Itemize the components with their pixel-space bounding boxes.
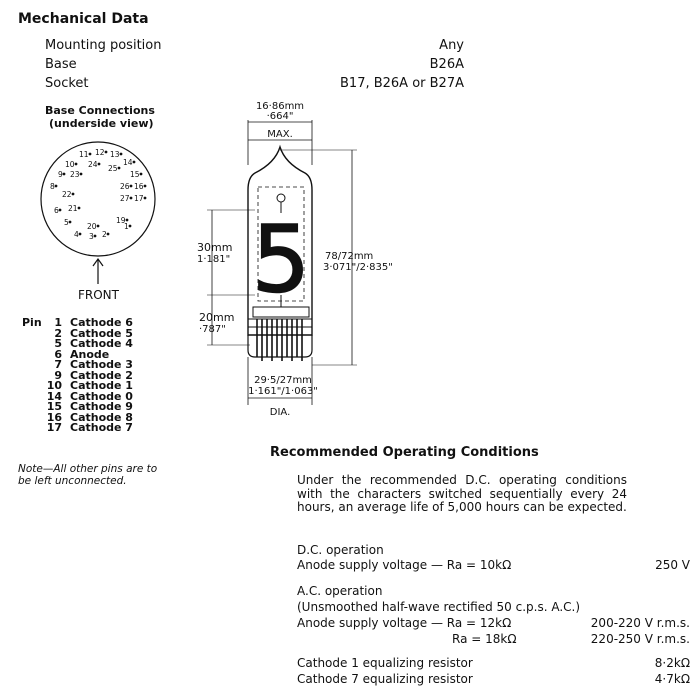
lower-height-mm: 20mm [199,311,235,324]
socket-value: B17, B26A or B27A [340,76,464,91]
dc-label: Anode supply voltage — Ra = 10kΩ [297,558,512,572]
base-pin-dot [129,225,132,228]
socket-label: Socket [45,76,89,91]
base-pin-label: 4 [74,230,79,239]
ac-label-1: Anode supply voltage — Ra = 12kΩ [297,616,512,630]
base-pin-dot [120,153,123,156]
base-pin-dot [55,185,58,188]
overall-height-in: 3·071"/2·835" [323,262,393,273]
base-pin-label: 1 [124,222,129,231]
base-pin-dot [107,233,110,236]
pin-function: Cathode 5 [70,326,133,340]
base-pin-label: 24 [88,160,98,169]
base-pin-label: 27 [120,194,130,203]
base-pin-dot [59,209,62,212]
base-pin-dot [80,173,83,176]
base-pin-label: 3 [89,232,94,241]
base-connections-title: Base Connections [45,104,155,117]
pin-function: Cathode 3 [70,358,133,371]
base-pin-label: 21 [68,204,78,213]
base-pin-dot [144,185,147,188]
base-label: Base [45,57,77,72]
pin-row [22,423,133,434]
base-pin-label: 15 [130,170,140,179]
base-pin-dot [144,197,147,200]
ac-value-1: 200-220 V r.m.s. [590,616,690,630]
base-pin-label: 9 [58,170,63,179]
overall-height-mm: 78/72mm [325,251,374,262]
pin-number: 15 [46,400,62,413]
tube-outline-drawing [195,95,395,425]
base-value: B26A [429,57,464,72]
pin-function: Cathode 9 [70,400,133,413]
ac-heading: A.C. operation [297,584,383,598]
mounting-position-label: Mounting position [45,38,162,53]
pin-number: 14 [46,389,62,403]
pin-function: Cathode 7 [70,421,133,434]
res1-label: Cathode 1 equalizing resistor [297,656,473,670]
pin-function: Cathode 2 [70,368,133,382]
pin-number: 7 [54,358,62,371]
base-pin-label: 12 [95,148,105,157]
base-pin-dot [133,161,136,164]
base-pin-label: 13 [110,150,120,159]
base-pin-label: 16 [134,182,144,191]
base-pin-dot [126,219,129,222]
pin-number: 9 [54,368,62,382]
max-label: MAX. [267,129,293,140]
ac-label-2: Ra = 18kΩ [452,632,517,646]
pin-function: Anode [70,347,110,361]
top-width-in: ·664" [266,111,294,122]
pin-function: Cathode 8 [70,410,133,424]
dia-label: DIA. [269,407,291,418]
base-pin-dot [130,185,133,188]
section-title-operating: Recommended Operating Conditions [270,445,539,460]
base-pin-label: 20 [87,222,97,231]
base-pin-label: 26 [120,182,130,191]
digit-height-mm: 30mm [197,241,233,254]
base-pin-dot [79,233,82,236]
base-pin-label: 14 [123,158,133,167]
base-pin-label: 25 [108,164,118,173]
pin-note-line1: Note—All other pins are to [18,463,158,475]
base-pin-dot [72,193,75,196]
section-title-mechanical: Mechanical Data [18,11,149,27]
display-digit: 5 [251,206,311,313]
pin-number: 2 [54,326,62,340]
ac-value-2: 220-250 V r.m.s. [590,632,690,646]
base-pin-label: 2 [102,230,107,239]
pin-number: 1 [54,316,62,329]
diameter-mm: 29·5/27mm [254,375,312,386]
pin-number: 6 [54,347,62,361]
mounting-position-value: Any [439,38,464,53]
base-pin-label: 8 [50,182,55,191]
base-connection-diagram [38,137,158,267]
base-pin-dot [63,173,66,176]
pin-function: Cathode 4 [70,337,133,350]
base-pin-label: 10 [65,160,75,169]
front-arrow [88,256,108,286]
pin-number: 5 [54,337,62,350]
base-pin-label: 17 [134,194,144,203]
pin-function: Cathode 6 [70,316,133,329]
pin-number: 16 [46,410,62,424]
base-pin-dot [78,207,81,210]
pin-note [18,463,157,487]
pin-prefix: Pin [22,316,42,329]
res1-value: 8·2kΩ [654,656,690,670]
base-pin-dot [140,173,143,176]
pin-function: Cathode 0 [70,389,133,403]
base-pin-label: 22 [62,190,72,199]
base-pin-dot [69,221,72,224]
pin-note-line2: be left unconnected. [18,475,127,487]
operating-paragraph: Under the recommended D.C. operating conditions with the characters switched sequentially every 24 hours, an average life of 5,000 hours can be expected. [297,473,627,514]
dc-value: 250 V [655,558,690,572]
base-pin-dot [118,167,121,170]
base-pin-dot [130,197,133,200]
res7-value: 4·7kΩ [654,672,690,686]
base-pin-label: 6 [54,206,59,215]
base-pin-dot [75,163,78,166]
diameter-in: 1·161"/1·063" [248,386,318,397]
pin-number: 10 [46,379,62,392]
top-width-mm: 16·86mm [255,101,305,112]
base-pin-dot [94,235,97,238]
base-connections-subtitle: (underside view) [49,117,154,130]
pin-number: 17 [46,421,62,434]
base-pin-dot [105,151,108,154]
base-pin-label: 5 [64,218,69,227]
digit-height-in: 1·181" [197,254,231,265]
lower-height-in: ·787" [199,324,226,335]
base-pin-dot [97,225,100,228]
ac-subheading: (Unsmoothed half-wave rectified 50 c.p.s. A.C.) [297,600,581,614]
pin-function: Cathode 1 [70,379,133,392]
dc-heading: D.C. operation [297,543,384,557]
front-label: FRONT [78,288,119,302]
base-pin-dot [98,163,101,166]
base-pin-label: 19 [116,216,126,225]
res7-label: Cathode 7 equalizing resistor [297,672,473,686]
base-pin-dot [89,153,92,156]
base-pin-label: 23 [70,170,80,179]
base-pin-label: 11 [79,150,89,159]
